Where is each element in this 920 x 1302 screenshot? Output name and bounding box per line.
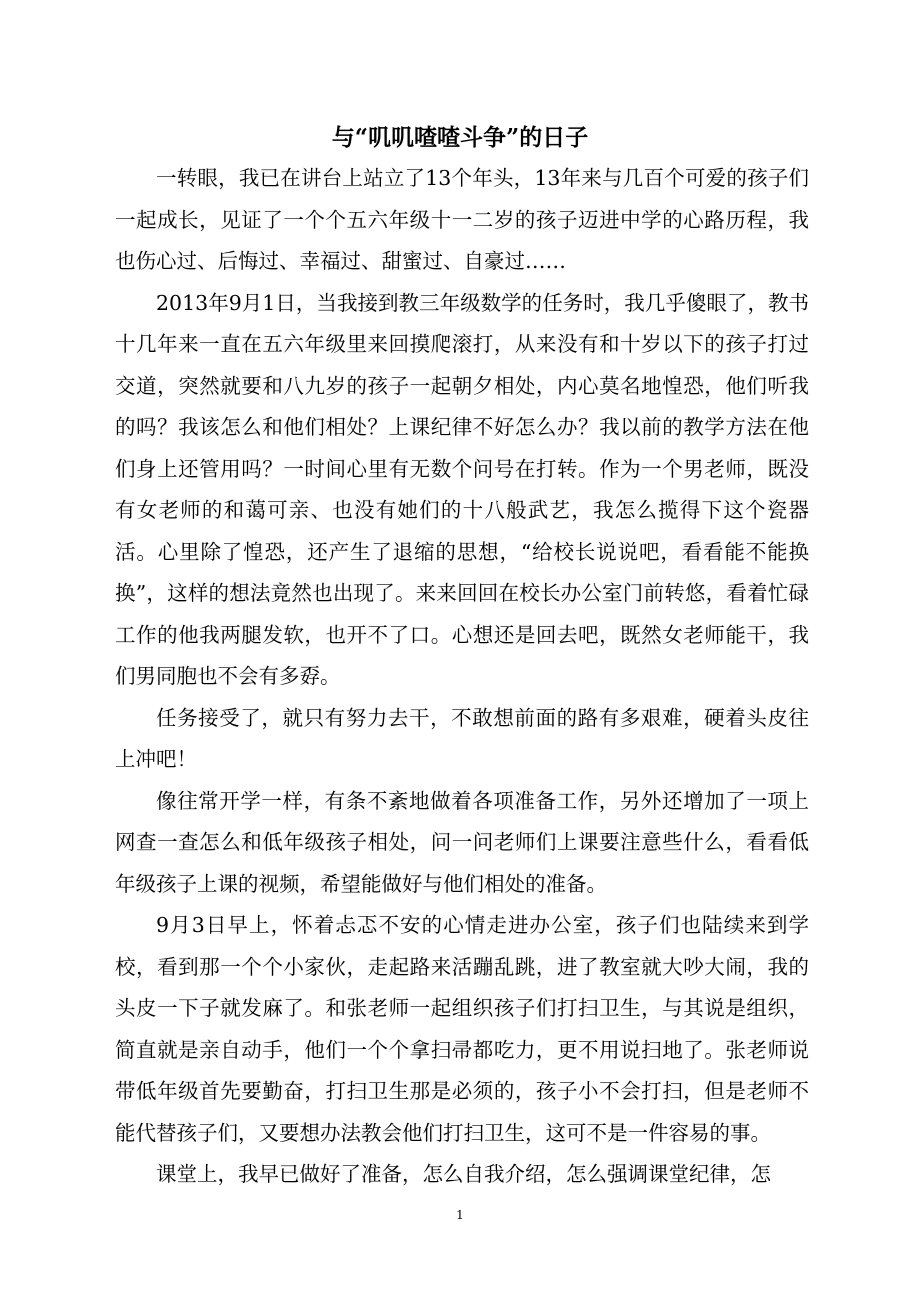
- paragraph-5: 9月3日早上，怀着忐忑不安的心情走进办公室，孩子们也陆续来到学校，看到那一个个小家伙，走起路来活蹦乱跳，进了教室就大吵大闹，我的头皮一下子就发麻了。和张老师一起组织孩子们打扫卫生，与其说是组织，简直就是亲自动手，他们一个个拿扫帚都吃力，更不用说扫地了。张老师说带低年级首先要勤奋，打扫卫生那是必须的，孩子小不会打扫，但是老师不能代替孩子们，又要想办法教会他们打扫卫生，这可不是一件容易的事。: [115, 913, 809, 1145]
- paragraph-6: 课堂上，我早已做好了准备，怎么自我介绍，怎么强调课堂纪律，怎: [156, 1162, 771, 1186]
- paragraph-2: 2013年9月1日，当我接到教三年级数学的任务时，我几乎傻眼了，教书十几年来一直在五六年级里来回摸爬滚打，从来没有和十岁以下的孩子打过交道，突然就要和八九岁的孩子一起朝夕相处，内心莫名地惶恐，他们听我的吗？我该怎么和他们相处？上课纪律不好怎么办？我以前的教学方法在他们身上还管用吗？一时间心里有无数个问号在打转。作为一个男老师，既没有女老师的和蔼可亲、也没有她们的十八般武艺，我怎么揽得下这个瓷器活。心里除了惶恐，还产生了退缩的思想，“给校长说说吧，看看能不能换换”，这样的想法竟然也出现了。来来回回在校长办公室门前转悠，看着忙碌工作的他我两腿发软，也开不了口。心想还是回去吧，既然女老师能干，我们男同胞也不会有多孬。: [115, 290, 809, 688]
- paragraph-4: 像往常开学一样，有条不紊地做着各项准备工作，另外还增加了一项上网查一查怎么和低年级孩子相处，问一问老师们上课要注意些什么，看看低年级孩子上课的视频，希望能做好与他们相处的准备。: [115, 788, 809, 896]
- document-body: [115, 158, 809, 1196]
- paragraph-1: 一转眼，我已在讲台上站立了13个年头，13年来与几百个可爱的孩子们一起成长，见证了一个个五六年级十一二岁的孩子迈进中学的心路历程，我也伤心过、后悔过、幸福过、甜蜜过、自豪过……: [115, 166, 809, 273]
- page-number: 1: [456, 1208, 464, 1222]
- document-title: 与“叽叽喳喳斗争”的日子: [331, 124, 589, 151]
- paragraph-3: 任务接受了，就只有努力去干，不敢想前面的路有多艰难，硬着头皮往上冲吧！: [115, 705, 809, 771]
